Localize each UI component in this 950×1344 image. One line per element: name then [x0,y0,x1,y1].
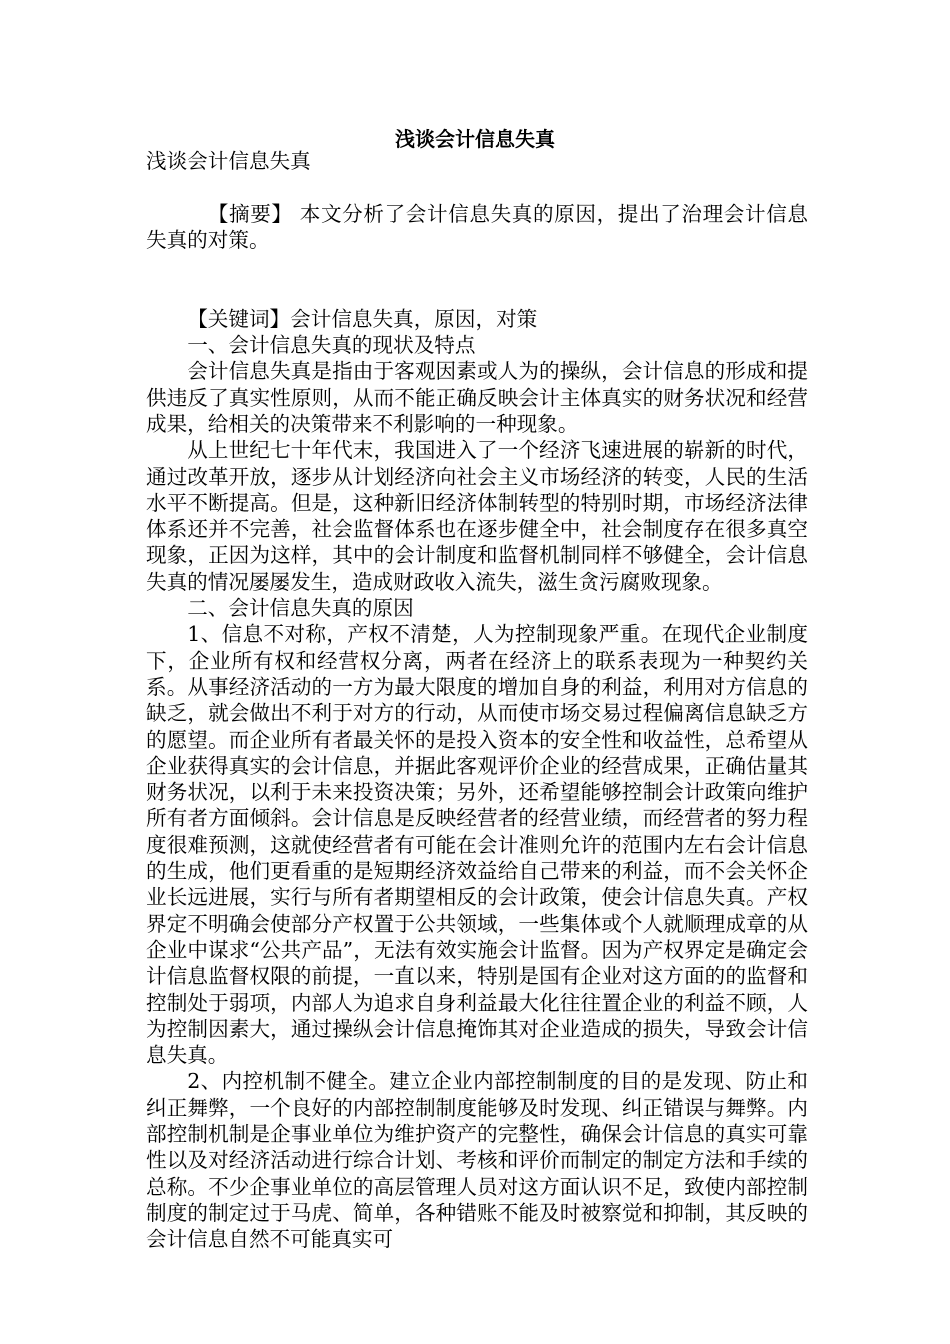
section-heading-1: 一、会计信息失真的现状及特点 [187,333,476,358]
body-paragraph: 会计信息失真是指由于客观因素或人为的操纵，会计信息的形成和提供违反了真实性原则，从而不能正确反映会计主体真实的财务状况和经营成果，给相关的决策带来不利影响的一种现象。 [146,359,808,436]
blank-line [146,279,808,305]
blank-line [146,174,808,200]
body-paragraph: 2、内控机制不健全。建立企业内部控制制度的目的是发现、防止和纠正舞弊，一个良好的内部控制制度能够及时发现、纠正错误与舞弊。内部控制机制是企事业单位为维护资产的完整性，确保会计信息的真实可靠性以及对经济活动进行综合计划、考核和评价而制定的制定方法和手续的总称。不少企事业单位的高层管理人员对这方面认识不足，致使内部控制制度的制定过于马虎、简单，各种错账不能及时被察觉和抑制，其反映的会计信息自然不可能真实可 [146,1069,808,1252]
abstract-paragraph: 【摘要】 本文分析了会计信息失真的原因，提出了治理会计信息失真的对策。 [146,201,808,252]
document-subtitle: 浅谈会计信息失真 [146,149,311,173]
blank-line [146,253,808,279]
section-heading-2: 二、会计信息失真的原因 [187,596,414,621]
document-body [146,148,808,1252]
document-title: 浅谈会计信息失真 [395,127,555,151]
keywords-paragraph: 【关键词】会计信息失真，原因，对策 [187,306,538,331]
body-paragraph: 1、信息不对称，产权不清楚，人为控制现象严重。在现代企业制度下，企业所有权和经营权分离，两者在经济上的联系表现为一种契约关系。从事经济活动的一方为最大限度的增加自身的利益，利用对方信息的缺乏，就会做出不利于对方的行动，从而使市场交易过程偏离信息缺乏方的愿望。而企业所有者最关怀的是投入资本的安全性和收益性，总希望从企业获得真实的会计信息，并据此客观评价企业的经营成果，正确估量其财务状况，以利于未来投资决策；另外，还希望能够控制会计政策向维护所有者方面倾斜。会计信息是反映经营者的经营业绩，而经营者的努力程度很难预测，这就使经营者有可能在会计准则允许的范围内左右会计信息的生成，他们更看重的是短期经济效益给自己带来的利益，而不会关怀企业长远进展，实行与所有者期望相反的会计政策，使会计信息失真。产权界定不明确会使部分产权置于公共领域，一些集体或个人就顺理成章的从企业中谋求“公共产品”，无法有效实施会计监督。因为产权界定是确定会计信息监督权限的前提，一直以来，特别是国有企业对这方面的的监督和控制处于弱项，内部人为追求自身利益最大化往往置企业的利益不顾，人为控制因素大，通过操纵会计信息掩饰其对企业造成的损失，导致会计信息失真。 [146,622,808,1068]
body-paragraph: 从上世纪七十年代末，我国进入了一个经济飞速进展的崭新的时代，通过改革开放，逐步从计划经济向社会主义市场经济的转变，人民的生活水平不断提高。但是，这种新旧经济体制转型的特别时期，市场经济法律体系还并不完善，社会监督体系也在逐步健全中，社会制度存在很多真空现象，正因为这样，其中的会计制度和监督机制同样不够健全，会计信息失真的情况屡屡发生，造成财政收入流失，滋生贪污腐败现象。 [146,438,808,594]
